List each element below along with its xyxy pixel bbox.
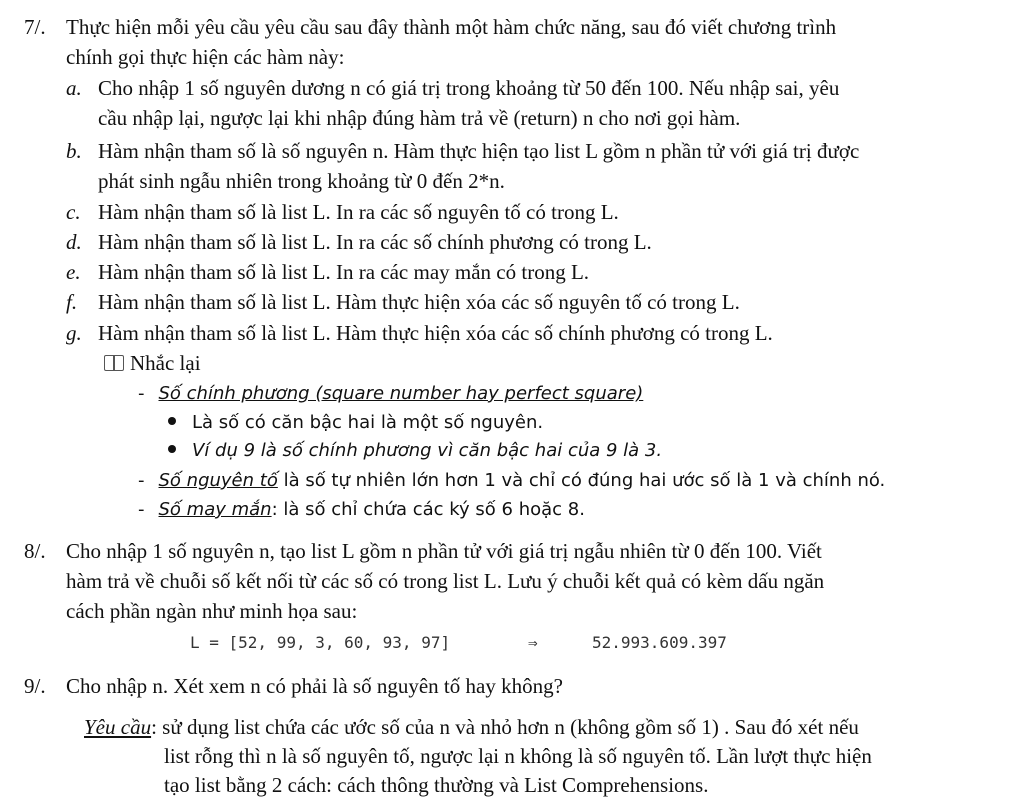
ex8-example-result: 52.993.609.397 [592,633,727,652]
ex8-example-list: L = [52, 99, 3, 60, 93, 97] [190,633,451,652]
ex7-item-b-mark: b. [66,139,82,163]
ex7-line-1: Thực hiện mỗi yêu cầu yêu cầu sau đây thành một hàm chức năng, sau đó viết chương trình [66,15,837,39]
note-title: Nhắc lại [130,351,201,375]
ex7-item-a-line-2: cầu nhập lại, ngược lại khi nhập đúng hàm trả về (return) n cho nơi gọi hàm. [98,106,741,130]
ex7-item-d-line: Hàm nhận tham số là list L. In ra các số chính phương có trong L. [98,230,652,254]
ex7-item-g-mark: g. [66,321,82,345]
arrow-right-icon: ⇒ [528,633,538,652]
ex7-item-e-mark: e. [66,260,81,284]
ex9-req-label: Yêu cầu [84,715,152,739]
book-icon [104,355,124,371]
note-heading [104,350,201,376]
ex9-req-line-3: tạo list bằng 2 cách: cách thông thường và List Comprehensions. [164,773,709,797]
ex8-line-3: cách phần ngàn như minh họa sau: [66,599,358,623]
ex7-item-f-mark: f. [66,290,78,314]
ex9-req-line-2: list rỗng thì n là số nguyên tố, ngược lại n không là số nguyên tố. Lần lượt thực hiện [164,744,872,768]
ex7-item-c-mark: c. [66,200,81,224]
ex8-line-2: hàm trả về chuỗi số kết nối từ các số có trong list L. Lưu ý chuỗi kết quả có kèm dấu ngăn [66,569,825,593]
note-lucky-row: - Số may mắn: là số chỉ chứa các ký số 6 hoặc 8. [138,499,585,520]
ex9-number: 9/. [24,674,46,698]
note-prime-term: Số nguyên tố [158,470,278,491]
bullet-icon [168,417,176,425]
ex7-item-b-line-2: phát sinh ngẫu nhiên trong khoảng từ 0 đến 2*n. [98,169,505,193]
ex7-number: 7/. [24,15,46,39]
ex7-item-c-line: Hàm nhận tham số là list L. In ra các số nguyên tố có trong L. [98,200,619,224]
note-square-bullet-1: Là số có căn bậc hai là một số nguyên. [168,410,543,436]
ex7-item-b-line-1: Hàm nhận tham số là số nguyên n. Hàm thực hiện tạo list L gồm n phần tử với giá trị được [98,139,860,163]
note-square-bullet-2: Ví dụ 9 là số chính phương vì căn bậc hai của 9 là 3. [168,438,662,464]
ex7-line-2: chính gọi thực hiện các hàm này: [66,45,345,69]
note-square-term: Số chính phương (square number hay perfect square) [158,383,644,404]
ex7-item-g-line: Hàm nhận tham số là list L. Hàm thực hiện xóa các số chính phương có trong L. [98,321,773,345]
ex7-item-d-mark: d. [66,230,82,254]
ex9-req-line-1: Yêu cầu: sử dụng list chứa các ước số của n và nhỏ hơn n (không gồm số 1) . Sau đó xét nếu [84,715,859,739]
bullet-icon [168,445,176,453]
ex7-item-f-line: Hàm nhận tham số là list L. Hàm thực hiện xóa các số nguyên tố có trong L. [98,290,740,314]
note-prime-row: - Số nguyên tố là số tự nhiên lớn hơn 1 và chỉ có đúng hai ước số là 1 và chính nó. [138,470,886,491]
ex7-item-a-mark: a. [66,76,82,100]
note-square-row: - Số chính phương (square number hay perfect square) [138,383,644,404]
ex8-number: 8/. [24,539,46,563]
ex7-item-a-line-1: Cho nhập 1 số nguyên dương n có giá trị trong khoảng từ 50 đến 100. Nếu nhập sai, yêu [98,76,840,100]
ex9-line: Cho nhập n. Xét xem n có phải là số nguyên tố hay không? [66,674,563,698]
ex7-item-e-line: Hàm nhận tham số là list L. In ra các may mắn có trong L. [98,260,590,284]
note-lucky-term: Số may mắn [158,499,272,520]
ex8-line-1: Cho nhập 1 số nguyên n, tạo list L gồm n phần tử với giá trị ngẫu nhiên từ 0 đến 100. Viết [66,539,822,563]
